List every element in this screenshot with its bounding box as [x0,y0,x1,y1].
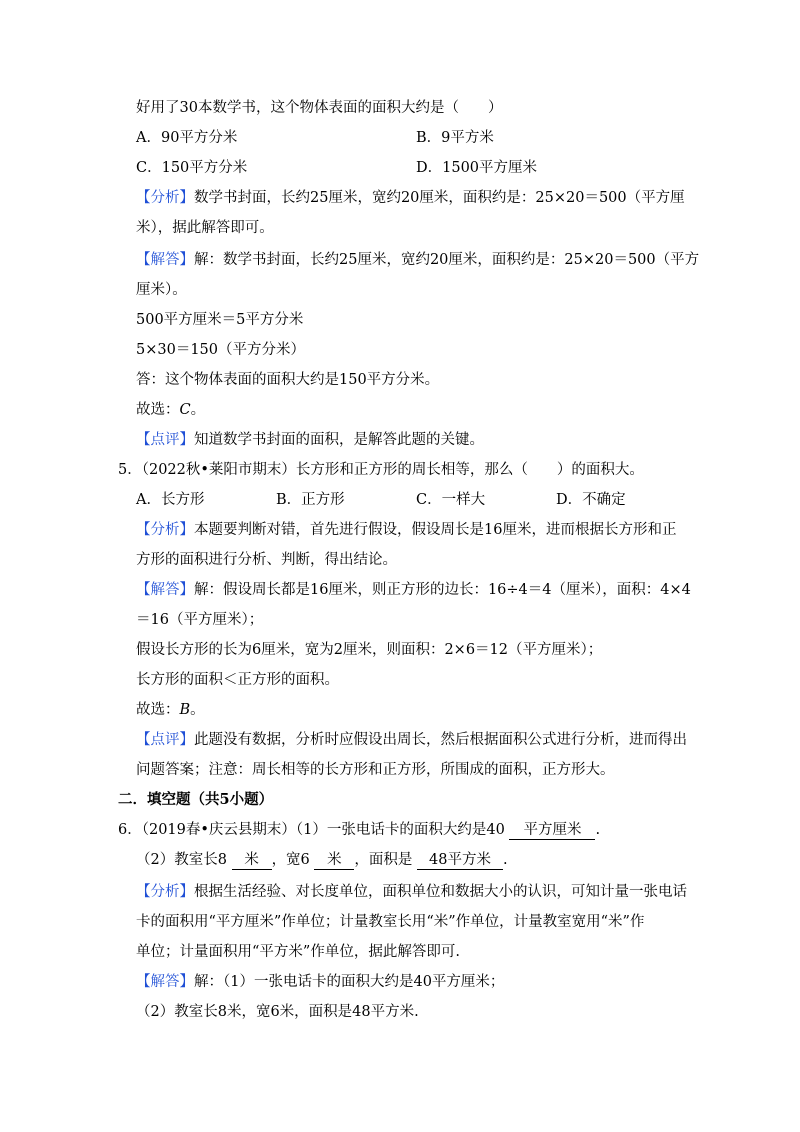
q6-stem-end: . [595,822,601,838]
analysis-tag: 【 分析 】 [136,884,194,900]
analysis-tag: 【 分析 】 [136,522,194,538]
choice-prefix: 故选： [136,702,180,718]
q6-blank-1: 平方厘米 [509,822,595,840]
q5-answer-line3: 假设长方形的长为6厘米，宽为2厘米，则面积：2×6＝12（平方厘米）； [136,642,603,658]
q5-comment-text: 此题没有数据，分析时应假设出周长，然后根据面积公式进行分析，进而得出 [194,732,687,748]
q4-option-b: B．9平方米 [416,130,494,146]
q4-answer-line2: 厘米）。 [136,282,187,298]
q5-choice [136,700,205,720]
q5-option-b: B．正方形 [276,492,345,508]
q4-option-d: D．1500平方厘米 [416,160,538,176]
q4-stem: 好用了30本数学书，这个物体表面的面积大约是（ ） [136,100,503,116]
q6-stem [118,820,600,840]
answer-tag: 【 解答 】 [136,974,194,990]
q6-analysis-cont: 卡的面积用“平方厘米”作单位；计量教室长用“米”作单位，计量教室宽用“米”作 [136,914,645,930]
q6-line2-b: ，宽6 [271,852,310,868]
q4-analysis-text: 数学书封面，长约25厘米，宽约20厘米，面积约是：25×20＝500（平方厘 [194,190,685,206]
answer-tag: 【 解答 】 [136,582,194,598]
choice-suffix: 。 [190,402,206,418]
comment-tag: 【 点评 】 [136,432,194,448]
q4-answer-line3: 500平方厘米＝5平方分米 [136,312,304,328]
q5-option-d: D．不确定 [556,492,626,508]
q4-answer-line5: 答：这个物体表面的面积大约是150平方分米。 [136,372,440,388]
q4-choice [136,400,205,420]
q6-analysis-cont2: 单位；计量面积用“平方米”作单位，据此解答即可. [136,944,460,960]
q5-comment-cont: 问题答案；注意：周长相等的长方形和正方形，所围成的面积，正方形大。 [136,762,615,778]
q5-analysis [136,520,676,540]
q5-answer-text: 解：假设周长都是16厘米，则正方形的边长：16÷4＝4（厘米），面积：4×4 [194,582,691,598]
q6-answer-text: 解：（1）一张电话卡的面积大约是40平方厘米； [194,974,505,990]
q6-answer [136,972,504,992]
q5-answer [136,580,691,600]
q6-analysis-text: 根据生活经验、对长度单位，面积单位和数据大小的认识，可知计量一张电话 [194,884,687,900]
choice-prefix: 故选： [136,402,180,418]
q6-blank-3: 米 [314,852,354,870]
q4-analysis [136,188,685,208]
q5-analysis-text: 本题要判断对错，首先进行假设，假设周长是16厘米，进而根据长方形和正 [194,522,677,538]
q6-analysis [136,882,687,902]
q6-stem-text: 6．（2019春•庆云县期末）（1）一张电话卡的面积大约是40 [118,822,505,838]
answer-tag: 【 解答 】 [136,252,194,268]
q6-line2-a: （2）教室长8 [136,852,227,868]
choice-letter: C [179,402,191,418]
q6-line2-end: . [503,852,508,868]
q5-stem: 5．（2022秋•莱阳市期末）长方形和正方形的周长相等，那么（ ）的面积大。 [118,462,644,478]
q4-option-a: A．90平方分米 [136,130,238,146]
q4-answer-text: 解：数学书封面，长约25厘米，宽约20厘米，面积约是：25×20＝500（平方 [194,252,700,268]
q4-analysis-cont: 米），据此解答即可。 [136,220,274,236]
q5-answer-line2: ＝16（平方厘米）； [136,612,264,628]
q4-comment [136,430,484,450]
q6-blank-2: 米 [232,852,272,870]
q5-option-a: A．长方形 [136,492,205,508]
q5-comment [136,730,687,750]
q5-analysis-cont: 方形的面积进行分析、判断，得出结论。 [136,552,397,568]
q5-answer-line4: 长方形的面积＜正方形的面积。 [136,672,339,688]
analysis-tag: 【 分析 】 [136,190,194,206]
comment-tag: 【 点评 】 [136,732,194,748]
q6-answer-line2: （2）教室长8米，宽6米，面积是48平方米. [136,1004,419,1020]
q6-blank-4: 48平方米 [417,852,503,870]
choice-letter: B [179,702,191,718]
q4-answer [136,250,699,270]
q4-comment-text: 知道数学书封面的面积，是解答此题的关键。 [194,432,484,448]
q4-option-c: C．150平方分米 [136,160,248,176]
q6-line2-c: ，面积是 [354,852,413,868]
q6-stem-line2 [136,850,508,870]
q5-option-c: C．一样大 [416,492,486,508]
q4-answer-line4: 5×30＝150（平方分米） [136,342,306,358]
section-title: 二．填空题（共5小题） [118,791,274,808]
choice-suffix: 。 [190,702,205,718]
